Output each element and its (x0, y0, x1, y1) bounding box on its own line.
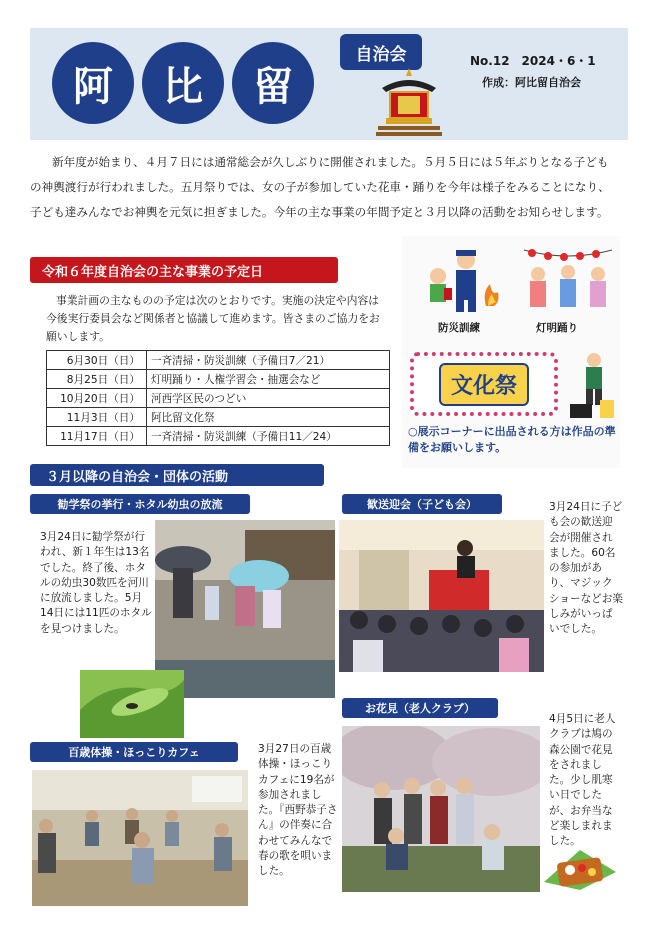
jichikai-badge: 自治会 (340, 34, 422, 70)
author-line: 作成：阿比留自治会 (482, 76, 581, 89)
schedule-intro: 事業計画の主なものの予定は次のとおりです。実施の決定や内容は今後実行委員会など関係者と協議して進めます。皆さまのご協力をお願いします。 (46, 294, 380, 343)
issue-line: No.12 2024・6・1 (470, 54, 596, 68)
bunkasai-banner (410, 352, 558, 416)
bousai-label: 防災訓練 (438, 322, 480, 334)
intro-paragraph: 新年度が始まり、４月７日には通常総会が久しぶりに開催されました。５月５日には５年ぶりとなる子どもの神輿渡行が行われました。五月祭りでは、女の子が参加していた花車・踊りを今年は様子をみることになり、子ども達みんなでお神輿を元気に担ぎました。今年の主な事業の年間予定と３月以降の活動をお知らせします。 (30, 155, 610, 219)
kansougei-text: 3月24日に子ども会の歓送迎会が開催されました。60名の参加があり、マジックショーなどお楽しみがいっぱいでした。 (549, 501, 623, 636)
kansougei-photo (339, 520, 544, 672)
title-char-2: 比 (142, 42, 224, 124)
bento-icon (540, 842, 620, 892)
table-row (47, 351, 390, 370)
row-event: 一斉清掃・防災訓練（予備日7／21） (147, 351, 390, 370)
firefly-photo (80, 670, 184, 738)
row-date: 8月25日（日） (47, 370, 147, 389)
row-event: 一斉清掃・防災訓練（予備日11／24） (147, 427, 390, 446)
exhibit-note: ○展示コーナーに出品される方は作品の準備をお願いします。 (408, 425, 616, 454)
hanami-text: 4月5日に老人クラブは鳩の森公園で花見をされました。少し肌寒い日でしたが、お弁当など楽しまれました。 (549, 713, 616, 848)
hyakusai-text: 3月27日の百歳体操・ほっこりカフェに19名が参加されました。『西野恭子さん』の伴奏に合わせてみんなで春の歌を唄いました。 (258, 743, 338, 878)
table-row (47, 408, 390, 427)
row-event: 河西学区民のつどい (147, 389, 390, 408)
row-event: 灯明踊り・人権学習会・抽選会など (147, 370, 390, 389)
kangaku-title: 勧学祭の挙行・ホタル幼虫の放流 (30, 494, 250, 514)
kangaku-text: 3月24日に勧学祭が行われ、新１年生は13名でした。終了後、ホタルの幼虫30数匹を河川に放流しました。5月14日には11匹のホタルを見つけました。 (40, 531, 152, 635)
schedule-heading: 令和６年度自治会の主な事業の予定日 (30, 257, 338, 283)
hyakusai-photo (32, 770, 248, 906)
row-date: 10月20日（日） (47, 389, 147, 408)
fire-drill-illustration (420, 242, 504, 316)
title-char-1: 阿 (52, 42, 134, 124)
activities-heading: ３月以降の自治会・団体の活動 (30, 464, 324, 486)
row-date: 11月17日（日） (47, 427, 147, 446)
table-row (47, 389, 390, 408)
title-char-3: 留 (232, 42, 314, 124)
hyakusai-title: 百歳体操・ほっこりカフェ (30, 742, 238, 762)
table-row (47, 370, 390, 389)
musician-illustration (566, 350, 616, 420)
kansougei-title: 歓送迎会（子ども会） (342, 494, 502, 514)
row-date: 6月30日（日） (47, 351, 147, 370)
bunkasai-title: 文化祭 (439, 363, 529, 406)
table-row (47, 427, 390, 446)
schedule-table (46, 350, 390, 446)
row-date: 11月3日（日） (47, 408, 147, 427)
hanami-photo (342, 726, 540, 892)
mikoshi-icon (374, 66, 444, 142)
lantern-dance-illustration (522, 244, 614, 314)
row-event: 阿比留文化祭 (147, 408, 390, 427)
hanami-title: お花見（老人クラブ） (342, 698, 498, 718)
toumyou-label: 灯明踊り (536, 322, 578, 334)
